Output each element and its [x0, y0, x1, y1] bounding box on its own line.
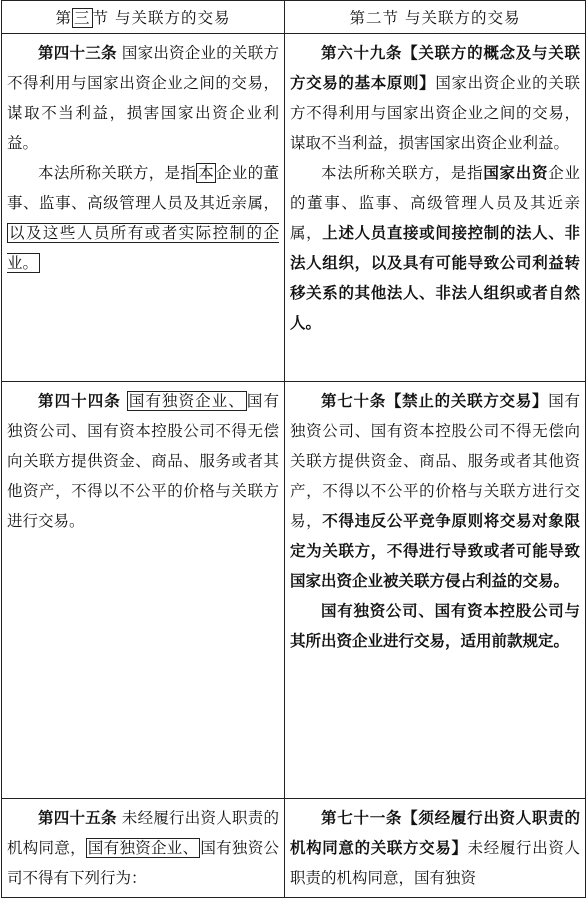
- cell-art70: [285, 382, 586, 799]
- table-row: [2, 382, 586, 799]
- boxed-text: 国有独资企业、: [128, 392, 245, 410]
- art70-text: 国有独资公司、国有资本控股公司不得无偿向关联方提供资金、商品、服务或者其他资产，不得以不公平的价格与关联方进行交易，: [290, 392, 580, 530]
- table-row: [2, 799, 586, 898]
- article-number: 第四十五条: [38, 808, 117, 827]
- boxed-text: 以及这些人员所有或者实际控制的企业。: [7, 224, 279, 272]
- article-number: 第七十条【禁止的关联方交易】: [321, 391, 549, 410]
- art44-text: 国有独资公司、国有资本控股公司不得无偿向关联方提供资金、商品、服务或者其他资产，不得以不公平的价格与关联方进行交易。: [7, 392, 279, 530]
- boxed-text: 本: [198, 164, 215, 182]
- art69-p2-pre: 本法所称关联方，是指: [321, 164, 484, 182]
- art69-p2-mid: 企业的董事、监事、高级管理人员及其近亲属，: [290, 164, 580, 242]
- cell-art69: [285, 34, 586, 382]
- art43-para2: [7, 158, 279, 278]
- comparison-table: [1, 0, 586, 898]
- art69-text: 国家出资企业的关联方不得利用与国家出资企业之间的交易，谋取不当利益，损害国家出资企业利益。: [290, 74, 580, 152]
- art44-para1: [7, 386, 279, 536]
- header-left: [2, 1, 285, 34]
- art45-para1: [7, 803, 279, 893]
- header-left-post: 节 与关联方的交易: [92, 9, 231, 27]
- art43-text: 国家出资企业的关联方不得利用与国家出资企业之间的交易，谋取不当利益，损害国家出资企业利益。: [7, 44, 279, 152]
- art71-text: 未经履行出资人职责的机构同意，国有独资: [290, 839, 580, 887]
- article-number: 第四十四条: [38, 391, 121, 410]
- header-left-boxed: 三: [74, 9, 91, 27]
- bold-text: 上述人员直接或间接控制的法人、非法人组织，以及具有可能导致公司利益转移关系的其他法人、非法人组织或者自然人。: [290, 223, 580, 332]
- art43-p2-mid: 企业的董事、监事、高级管理人员及其近亲属，: [7, 164, 279, 212]
- art69-para1: [290, 38, 580, 158]
- art69-para2: [290, 158, 580, 338]
- art70-para1: [290, 386, 580, 596]
- header-right: 第二节 与关联方的交易: [285, 1, 586, 34]
- bold-text: 不得违反公平竞争原则将交易对象限定为关联方，不得进行导致或者可能导致国家出资企业被关联方侵占利益的交易。: [290, 511, 580, 590]
- cell-art71: [285, 799, 586, 898]
- table-row: [2, 34, 586, 382]
- header-left-pre: 第: [55, 9, 73, 27]
- art45-text1: 未经履行出资人职责的机构同意，: [7, 809, 279, 857]
- art71-para1: [290, 803, 580, 893]
- art43-p2-pre: 本法所称关联方，是指: [38, 164, 197, 182]
- article-number: 第七十一条【须经履行出资人职责的机构同意的关联方交易】: [290, 808, 580, 857]
- article-number: 第四十三条: [38, 43, 117, 62]
- bold-text: 国家出资: [483, 163, 549, 182]
- art45-text2: 国有独资公司不得有下列行为：: [7, 839, 279, 887]
- header-row: [2, 1, 586, 34]
- cell-art43: [2, 34, 285, 382]
- art70-para2: 国有独资公司、国有资本控股公司与其所出资企业进行交易，适用前款规定。: [290, 601, 580, 650]
- art43-para1: [7, 38, 279, 158]
- cell-art44: [2, 382, 285, 799]
- boxed-text: 国有独资企业、: [87, 839, 199, 857]
- cell-art45: [2, 799, 285, 898]
- article-number: 第六十九条【关联方的概念及与关联方交易的基本原则】: [290, 43, 580, 92]
